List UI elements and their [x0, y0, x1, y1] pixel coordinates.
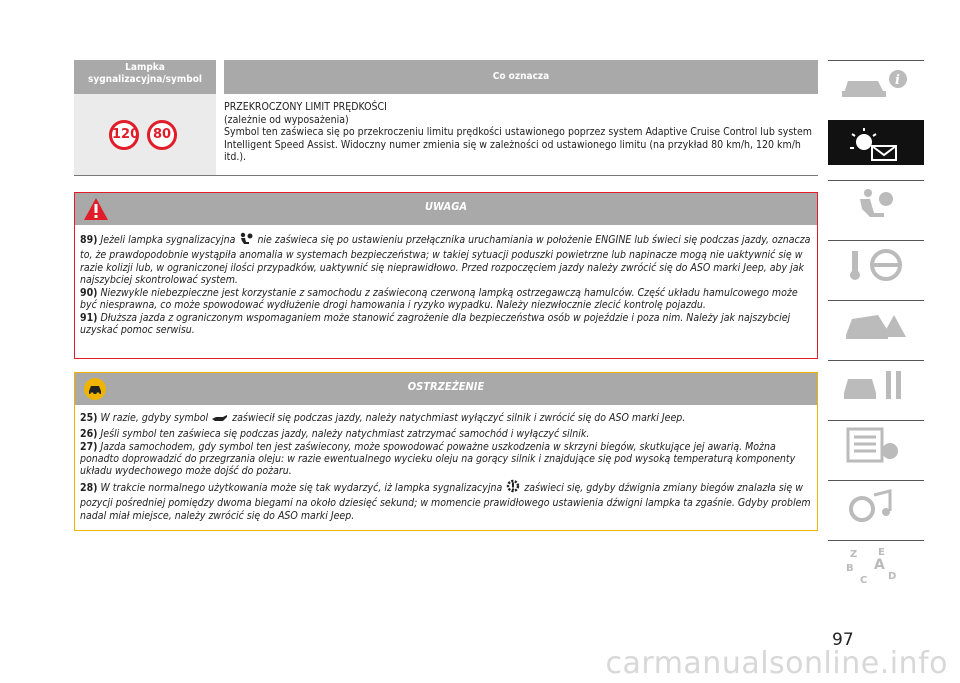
- warning-item-90: 90) Niezwykle niebezpieczne jest korzystanie z samochodu z zaświeconą czerwoną lampką ostrzegawczą hamulców. Część układu hamulcowego może być niesprawna, co może spowodować wydłużenie drogi hamowania i ryzyko wypadku. Należy niezwłocznie zlecić kontrolę pojazdu.: [80, 286, 798, 311]
- chapter-tab-maintenance[interactable]: [828, 360, 924, 405]
- warning-light-message-icon: [838, 126, 914, 166]
- chapter-tab-dashboard-lights[interactable]: [828, 120, 924, 165]
- chapter-sidebar: [828, 60, 924, 600]
- watermark: carmanualsonline.info: [605, 646, 948, 681]
- caution-item-26: 26) Jeśli symbol ten zaświeca się podczas jazdy, należy natychmiast zatrzymać samochód i wyłączyć silnik.: [80, 427, 590, 440]
- multimedia-icon: [838, 487, 914, 527]
- caution-box: [74, 372, 818, 531]
- alphabetical-index-icon: [838, 547, 914, 591]
- warning-box: [74, 192, 818, 359]
- index-letter: C: [860, 575, 868, 586]
- chapter-tab-multimedia[interactable]: [828, 480, 924, 525]
- caution-item-28: 28) W trakcie normalnego użytkowania może się tak wydarzyć, iż lampka sygnalizacyjna zaświeci się, gdyby dźwignia zmiany biegów znalazła się w pozycji pośredniej pomiędzy dwoma biegami na około dziesięć sekund; w momencie prawidłowego ustawienia dźwigni lampka ta zgaśnie. Gdyby problem nadal miał miejsce, należy zwrócić się do ASO marki Jeep.: [80, 478, 811, 522]
- chapter-tab-emergency[interactable]: [828, 300, 924, 345]
- symbol-cell: [74, 94, 216, 175]
- warning-lights-table: [74, 60, 818, 176]
- chapter-tab-safety[interactable]: [828, 180, 924, 225]
- table-row: [74, 94, 818, 176]
- column-header-symbol: Lampka sygnalizacyjna/symbol: [74, 60, 216, 94]
- warning-item-91: 91) Dłuższa jazda z ograniczonym wspomaganiem może stanowić zagrożenie dla bezpieczeństwa osób w pojeździe i poza nim. Należy jak najszybciej uzyskać pomoc serwisu.: [80, 311, 791, 337]
- chapter-tab-vehicle-info[interactable]: [828, 60, 924, 105]
- page-number: 97: [832, 630, 854, 650]
- warning-header: [75, 193, 817, 225]
- oil-pressure-icon: [211, 414, 229, 427]
- table-header: [74, 60, 818, 94]
- index-letter: A: [874, 557, 885, 573]
- svg-text:i: i: [895, 73, 900, 88]
- caution-header: [75, 373, 817, 405]
- airbag-warning-icon: [238, 232, 254, 249]
- spec-sheet-icon: [838, 427, 914, 467]
- car-tools-icon: [838, 367, 914, 407]
- chapter-tab-driving[interactable]: [828, 240, 924, 285]
- row-title: PRZEKROCZONY LIMIT PRĘDKOŚCI: [224, 101, 387, 113]
- gear-warning-icon: [505, 478, 521, 497]
- index-letter: D: [888, 571, 897, 582]
- meaning-cell: [224, 94, 818, 175]
- column-header-meaning: Co oznacza: [224, 60, 818, 94]
- index-letter: E: [878, 547, 885, 558]
- caution-body: [75, 405, 817, 522]
- airbag-passenger-icon: [838, 187, 914, 227]
- car-info-icon: [838, 67, 914, 105]
- warning-title: UWAGA: [424, 200, 467, 213]
- caution-title: OSTRZEŻENIE: [407, 380, 485, 393]
- warning-body: [75, 225, 817, 336]
- speed-limit-sign-icon: 80: [147, 120, 177, 150]
- chapter-tab-index[interactable]: [828, 540, 924, 585]
- speed-limit-sign-icon: 120: [109, 120, 139, 150]
- steering-wheel-icon: [838, 247, 914, 287]
- car-caution-icon: [84, 378, 106, 400]
- chapter-tab-technical-data[interactable]: [828, 420, 924, 465]
- row-description: Symbol ten zaświeca się po przekroczeniu limitu prędkości ustawionego poprzez system Adaptive Cruise Control lub system Intelligent Speed Assist. Widoczny numer zmienia się w zależności od ustawionego limitu (na przykład 80 km/h, 120 km/h itd.).: [224, 126, 812, 163]
- caution-item-25: 25) W razie, gdyby symbol zaświecił się podczas jazdy, należy natychmiast wyłączyć silnik i zwrócić się do ASO marki Jeep.: [80, 412, 811, 427]
- index-letter: B: [846, 563, 854, 574]
- row-subtitle: (zależnie od wyposażenia): [224, 113, 349, 126]
- warning-triangle-icon: [83, 197, 109, 232]
- index-letter: Z: [850, 549, 858, 560]
- caution-item-27: 27) Jazda samochodem, gdy symbol ten jest zaświecony, może spowodować poważne uszkodzenia w skrzyni biegów, skutkujące jej awarią. Można ponadto doprowadzić do przegrzania oleju: w razie ewentualnego wycieku oleju na gorący silnik i znajdujące się pod wysoką temperaturą komponenty układu wydechowego może dojść do pożaru.: [80, 440, 796, 478]
- warning-item-89: 89) Jeżeli lampka sygnalizacyjna nie zaświeca się po ustawieniu przełącznika uruchamiania w położenie ENGINE lub świeci się podczas jazdy, oznacza to, że prawdopodobnie wystąpiła anomalia w systemach bezpieczeństwa; w takiej sytuacji poduszki powietrzne lub napinacze mogą nie uaktywnić się w razie kolizji lub, w ograniczonej ilości przypadków, uaktywnić się nieprawidłowo. Przed rozpoczęciem jazdy należy zwrócić się do ASO marki Jeep, aby jak najszybciej skontrolować system.: [80, 234, 811, 286]
- car-crash-warning-icon: [838, 307, 914, 347]
